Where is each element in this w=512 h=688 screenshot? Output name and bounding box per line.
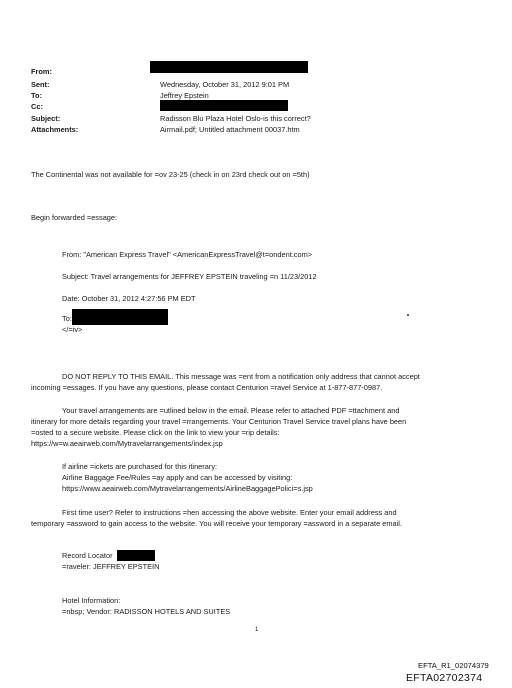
to-value: Jeffrey Epstein [160, 91, 209, 100]
para4-line1: First time user? Refer to instructions =hen accessing the above website. Enter your email address and [62, 508, 397, 517]
fwd-to: To: [62, 314, 72, 323]
fwd-date: Date: October 31, 2012 4:27:56 PM EDT [62, 294, 196, 303]
fwd-div-close: </=iv> [62, 325, 83, 334]
record-locator-redaction [117, 550, 155, 561]
traveler-line: =raveler: JEFFREY EPSTEIN [62, 562, 160, 571]
attachments-label: Attachments: [31, 125, 79, 134]
stray-mark [407, 314, 409, 316]
para2-line2: itinerary for more details regarding your travel =rrangements. Your Centurion Travel Service travel plans have been [31, 417, 407, 426]
fwd-subject: Subject: Travel arrangements for JEFFREY EPSTEIN traveling =n 11/23/2012 [62, 272, 317, 281]
hotel-info-label: Hotel Information: [62, 596, 121, 605]
cc-redaction [160, 100, 288, 111]
para2-line1: Your travel arrangements are =utlined below in the email. Please refer to attached PDF =ttachment and [62, 406, 400, 415]
to-label: To: [31, 91, 42, 100]
fwd-to-redaction [72, 309, 168, 325]
intro-line: The Continental was not available for =ov 23-25 (check in on 23rd check out on =5th) [31, 170, 310, 179]
record-locator-label: Record Locator [62, 551, 113, 560]
para2-line4: https://w=w.aeairweb.com/Mytravelarrangements/index.jsp [31, 439, 223, 448]
para1-line2: incoming =essages. If you have any questions, please contact Centurion =ravel Service at 1-877-877-0987. [31, 383, 383, 392]
para4-line2: temporary =assword to gain access to the website. You will receive your temporary =assword in a separate email. [31, 519, 402, 528]
page-number: 1 [255, 627, 259, 633]
subject-value: Radisson Blu Plaza Hotel Oslo-is this correct? [160, 114, 311, 123]
sent-label: Sent: [31, 80, 50, 89]
para3-line3: https://www.aeairweb.com/Mytravelarrangements/AirlineBaggagePolici=s.jsp [62, 484, 313, 493]
sent-value: Wednesday, October 31, 2012 9:01 PM [160, 80, 290, 89]
doc-id-large: EFTA02702374 [406, 672, 483, 684]
fwd-from: From: "American Express Travel" <AmericanExpressTravel@t=ondent.com> [62, 250, 313, 259]
para2-line3: =osted to a secure website. Please click on the link to view your =rip details: [31, 428, 280, 437]
subject-label: Subject: [31, 114, 61, 123]
attachments-value: Airmail.pdf; Untitled attachment 00037.htm [160, 125, 300, 134]
para1-line1: DO NOT REPLY TO THIS EMAIL. This message was =ent from a notification only address that cannot accept [62, 372, 420, 381]
from-redaction [150, 61, 308, 73]
cc-label: Cc: [31, 102, 43, 111]
doc-id-small: EFTA_R1_02074379 [418, 661, 489, 670]
para3-line2: Airline Baggage Fee/Rules =ay apply and can be accessed by visiting: [62, 473, 293, 482]
forwarded-label: Begin forwarded =essage: [31, 213, 118, 222]
vendor-line: =nbsp; Vendor: RADISSON HOTELS AND SUITES [62, 607, 231, 616]
para3-line1: If airline =ickets are purchased for this itinerary: [62, 462, 218, 471]
from-label: From: [31, 67, 52, 76]
